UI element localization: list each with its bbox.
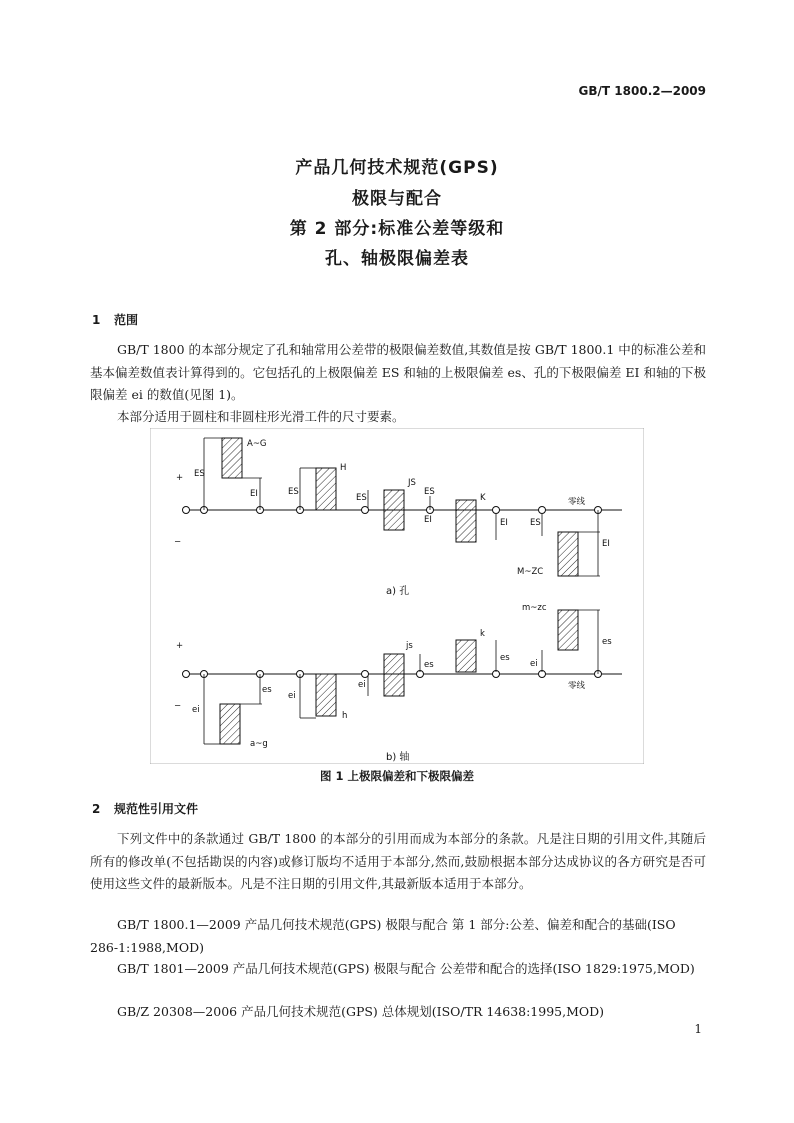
hole-zone-m-zc bbox=[558, 532, 578, 576]
shaft-zone-a-g bbox=[220, 704, 240, 744]
shaft-label-m-zc: m~zc bbox=[522, 603, 547, 613]
shaft-zone-k bbox=[456, 640, 476, 672]
shaft-caption: b) 轴 bbox=[386, 752, 410, 763]
hole-label-h: H bbox=[340, 463, 347, 473]
hole-es-label-1: ES bbox=[194, 469, 205, 479]
reference-2: GB/T 1801—2009 产品几何技术规范(GPS) 极限与配合 公差带和配合的选择(ISO 1829:1975,MOD) bbox=[117, 961, 695, 976]
section-2-paragraph-1: 下列文件中的条款通过 GB/T 1800 的本部分的引用而成为本部分的条款。凡是注日期的引用文件,其随后所有的修改单(不包括勘误的内容)或修订版均不适用于本部分,然而,鼓励根据本部分达成协议的各方研究是否可使用这些文件的最新版本。凡是不注日期的引用文件,其最新版本适用于本部分。 bbox=[90, 831, 706, 891]
hole-es-label-3: ES bbox=[356, 493, 367, 503]
section-1-number: 1 bbox=[92, 313, 101, 327]
page-number: 1 bbox=[694, 1022, 702, 1036]
shaft-label-h: h bbox=[342, 711, 348, 721]
hole-label-m-zc: M~ZC bbox=[517, 567, 544, 577]
hole-ei-label-3: EI bbox=[500, 518, 508, 528]
shaft-ei-label-4: ei bbox=[530, 659, 538, 669]
shaft-es-label-3: es bbox=[500, 653, 510, 663]
title-line-4: 孔、轴极限偏差表 bbox=[325, 249, 469, 269]
hole-zone-h bbox=[316, 468, 336, 510]
title-line-3: 第 2 部分:标准公差等级和 bbox=[289, 219, 505, 239]
shaft-plus-sign: + bbox=[176, 641, 184, 651]
shaft-es-label-2: es bbox=[424, 660, 434, 670]
section-1-paragraph-1: GB/T 1800 的本部分规定了孔和轴常用公差带的极限偏差数值,其数值是按 GB/T 1800.1 中的标准公差和基本偏差数值表计算得到的。它包括孔的上极限偏差 ES 和轴的上极限偏差 es、孔的下极限偏差 EI 和轴的下极限偏差 ei 的数值(见图 1)。 bbox=[90, 342, 706, 402]
shaft-es-label-4: es bbox=[602, 637, 612, 647]
shaft-label-js: js bbox=[406, 641, 413, 651]
shaft-minus-sign: − bbox=[174, 701, 182, 711]
shaft-es-label-1: es bbox=[262, 685, 272, 695]
hole-plus-sign: + bbox=[176, 473, 184, 483]
hole-zone-js bbox=[384, 490, 404, 530]
shaft-ei-label-1: ei bbox=[192, 705, 200, 715]
hole-caption: a) 孔 bbox=[386, 586, 410, 597]
section-1-paragraph-2: 本部分适用于圆柱和非圆柱形光滑工件的尺寸要素。 bbox=[117, 409, 405, 424]
shaft-zone-h bbox=[316, 674, 336, 716]
hole-es-label-2: ES bbox=[288, 487, 299, 497]
hole-minus-sign: − bbox=[174, 537, 182, 547]
hole-diagram bbox=[174, 438, 622, 597]
figure-1-deviation-diagram bbox=[150, 428, 644, 764]
shaft-ei-label-3: ei bbox=[358, 680, 366, 690]
hole-zero-line-label: 零线 bbox=[568, 497, 586, 507]
hole-label-a-g: A~G bbox=[247, 439, 267, 449]
section-2-title: 规范性引用文件 bbox=[114, 802, 199, 816]
figure-1-caption: 图 1 上极限偏差和下极限偏差 bbox=[319, 769, 474, 783]
hole-label-js: JS bbox=[408, 478, 416, 488]
hole-ei-label-1: EI bbox=[250, 489, 258, 499]
section-2-heading bbox=[92, 800, 198, 817]
hole-ei-label-4: EI bbox=[602, 539, 610, 549]
section-2-number: 2 bbox=[92, 802, 101, 816]
hole-es-label-4: ES bbox=[424, 487, 435, 497]
document-number: GB/T 1800.2—2009 bbox=[578, 84, 706, 98]
hole-label-k: K bbox=[480, 493, 486, 503]
reference-3: GB/Z 20308—2006 产品几何技术规范(GPS) 总体规划(ISO/TR 14638:1995,MOD) bbox=[117, 1004, 605, 1019]
shaft-zone-js bbox=[384, 654, 404, 696]
shaft-zone-m-zc bbox=[558, 610, 578, 650]
section-1-heading bbox=[92, 311, 138, 328]
shaft-ei-label-2: ei bbox=[288, 691, 296, 701]
hole-es-label-5: ES bbox=[530, 518, 541, 528]
shaft-zero-line-label: 零线 bbox=[568, 681, 586, 691]
title-line-2: 极限与配合 bbox=[352, 189, 442, 209]
hole-zone-k bbox=[456, 500, 476, 542]
shaft-diagram bbox=[174, 603, 622, 763]
reference-1: GB/T 1800.1—2009 产品几何技术规范(GPS) 极限与配合 第 1 部分:公差、偏差和配合的基础(ISO 286-1:1988,MOD) bbox=[90, 917, 676, 955]
hole-ei-label-2: EI bbox=[424, 515, 432, 525]
section-1-title: 范围 bbox=[114, 313, 139, 327]
hole-zone-a-g bbox=[222, 438, 242, 478]
shaft-label-a-g: a~g bbox=[250, 739, 268, 749]
title-line-1: 产品几何技术规范(GPS) bbox=[295, 158, 499, 178]
shaft-label-k: k bbox=[480, 629, 485, 639]
